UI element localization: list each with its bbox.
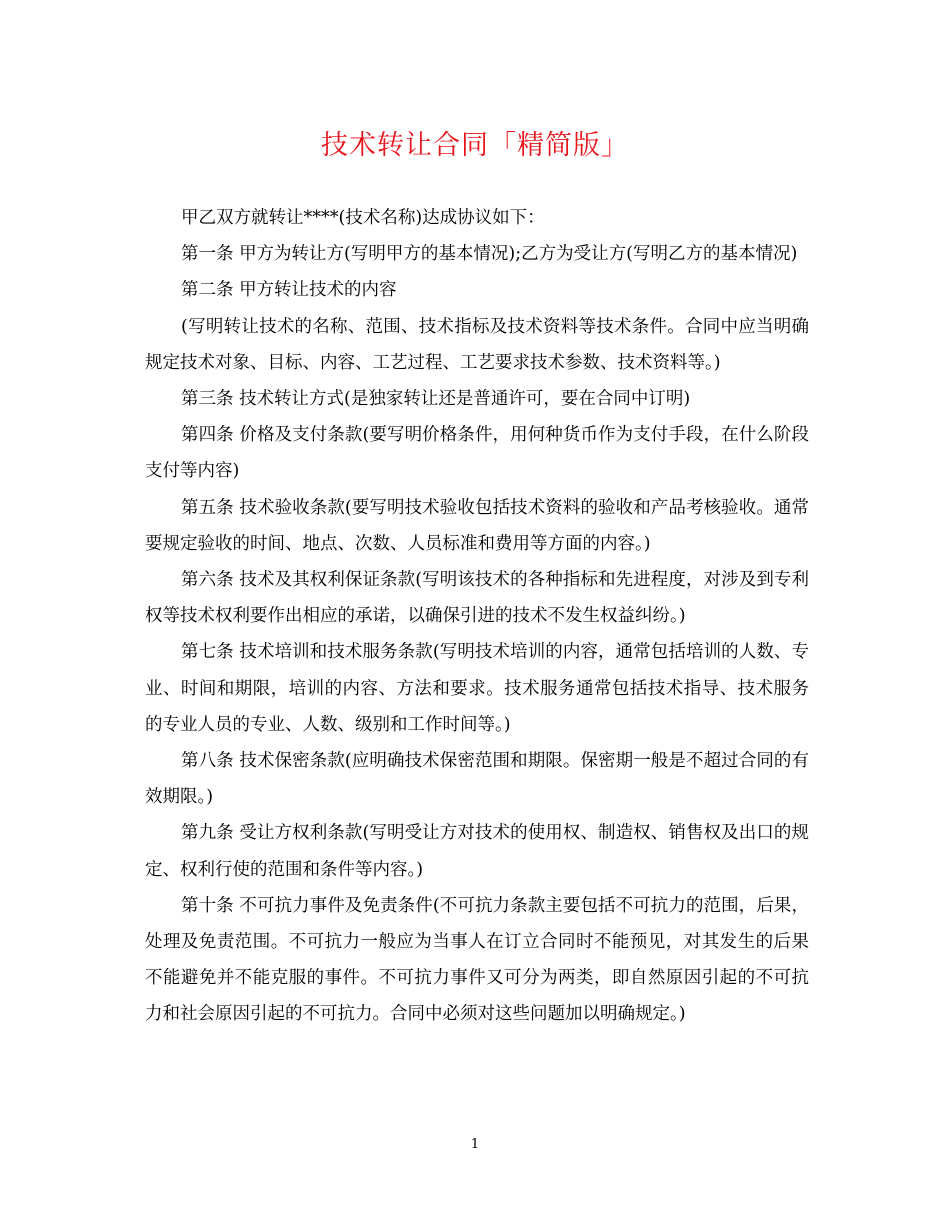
article-2-heading: 第二条 甲方转让技术的内容 [181,280,397,301]
article-1-paragraph: 第一条 甲方为转让方(写明甲方的基本情况);乙方为受让方(写明乙方的基本情况) [181,244,798,265]
page-number: 1 [470,1137,480,1152]
document-body [145,200,809,1033]
article-10-paragraph: 第十条 不可抗力事件及免责条件(不可抗力条款主要包括不可抗力的范围，后果，处理及免责范围。不可抗力一般应为当事人在订立合同时不能预见，对其发生的后果不能避免并不能克服的事件。不可抗力事件又可分为两类，即自然原因引起的不可抗力和社会原因引起的不可抗力。合同中必须对这些问题加以明确规定。) [145,895,809,1025]
document-title: 技术转让合同「精简版」 [321,130,629,161]
article-6-paragraph: 第六条 技术及其权利保证条款(写明该技术的各种指标和先进程度，对涉及到专利权等技术权利要作出相应的承诺，以确保引进的技术不发生权益纠纷。) [145,570,809,627]
intro-paragraph: 甲乙双方就转让****(技术名称)达成协议如下： [181,208,545,228]
article-2-detail: (写明转让技术的名称、范围、技术指标及技术资料等技术条件。合同中应当明确规定技术对象、目标、内容、工艺过程、工艺要求技术参数、技术资料等。) [145,316,809,373]
article-5-paragraph: 第五条 技术验收条款(要写明技术验收包括技术资料的验收和产品考核验收。通常要规定验收的时间、地点、次数、人员标准和费用等方面的内容。) [145,497,809,554]
article-8-paragraph: 第八条 技术保密条款(应明确技术保密范围和期限。保密期一般是不超过合同的有效期限。) [145,751,809,808]
article-7-paragraph: 第七条 技术培训和技术服务条款(写明技术培训的内容，通常包括培训的人数、专业、时间和期限，培训的内容、方法和要求。技术服务通常包括技术指导、技术服务的专业人员的专业、人数、级别和工作时间等。) [145,642,809,735]
article-3-paragraph: 第三条 技术转让方式(是独家转让还是普通许可，要在合同中订明) [181,389,691,410]
article-4-paragraph: 第四条 价格及支付条款(要写明价格条件，用何种货币作为支付手段，在什么阶段支付等内容) [145,425,809,482]
article-9-paragraph: 第九条 受让方权利条款(写明受让方对技术的使用权、制造权、销售权及出口的规定、权利行使的范围和条件等内容。) [145,823,809,880]
